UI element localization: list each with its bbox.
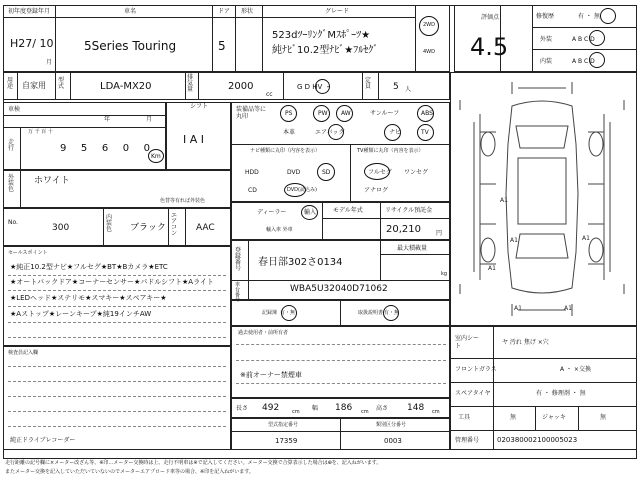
model-label: 型式 — [58, 77, 65, 90]
equip-abs-circle — [417, 105, 434, 122]
mileage-digit: 5 — [80, 143, 88, 154]
km-circle — [148, 149, 164, 163]
capacity-unit: 人 — [405, 86, 412, 93]
tv-label: TV種類に丸印（内容を表示） — [357, 148, 424, 154]
vin-value: WBA5U32040D71062 — [290, 284, 388, 294]
equip-aw: AW — [341, 110, 351, 117]
capacity-label: 定員 — [365, 77, 372, 90]
model-value: LDA-MX20 — [100, 81, 152, 92]
grade-line2: 純ﾅﾋﾞ10.2型ﾅﾋﾞ★ﾌﾙｾｸﾞ — [272, 45, 379, 56]
len-unit: cm — [292, 409, 300, 415]
history-label: 過去使用者・前所有者 — [238, 330, 289, 336]
mgmt-value: 020380002100005023 — [497, 436, 578, 444]
damage-code: A1 — [514, 305, 522, 312]
mileage-digit: 6 — [101, 143, 109, 154]
equip-tv: TV — [421, 129, 429, 136]
int-color-value: ブラック — [130, 223, 166, 233]
km-unit: Km — [151, 153, 161, 160]
ext-b-circle — [589, 30, 605, 46]
repair-none-circle — [600, 8, 616, 24]
equip-tv-circle — [417, 124, 434, 141]
navi-dvd: DVD — [287, 169, 301, 176]
vin-label: 車台番号 — [235, 282, 241, 303]
load-unit: kg — [441, 271, 448, 277]
dealer-label: ディーラー — [257, 209, 287, 216]
hgt-label: 高さ — [376, 405, 389, 412]
use-value: 自家用 — [22, 81, 46, 90]
color-label: 外装色 — [8, 174, 15, 193]
sales-line: ★純正10.2型ナビ★フルセグ★BT★Bカメラ★ETC — [10, 263, 168, 271]
int-label: 内装 — [540, 58, 553, 65]
ac-value: AAC — [196, 223, 215, 233]
equip-navi-circle — [384, 124, 401, 141]
header-row — [3, 5, 450, 72]
repair-label: 修復歴 — [536, 13, 555, 20]
fuel-diesel-circle — [315, 79, 330, 94]
sales-line: ★オートバックドア★コーナーセンサー★パドルシフト★Aライト — [10, 278, 214, 286]
class-label: 類別区分番号 — [376, 422, 407, 428]
score-value: 4.5 — [470, 33, 509, 61]
class-value: 0003 — [384, 437, 402, 445]
grade-label: グレード — [325, 8, 350, 15]
tools-label: 工具 — [458, 414, 471, 421]
import-label: 輸入 — [304, 209, 317, 216]
navi-sd-circle — [317, 163, 335, 181]
grade-line1: 523dﾂｰﾘﾝｸﾞMｽﾎﾟｰﾂ★ — [272, 30, 371, 41]
doors-label: ドア — [218, 8, 230, 15]
shift-value: I A I — [183, 133, 205, 146]
mileage-label: 走行 — [8, 139, 15, 152]
damage-code: A1 — [488, 265, 496, 272]
owner-note-box — [3, 346, 231, 450]
footer-line1: 走行距離の記号欄に×メーター改ざん等、※印…メーター交換時は上、走行不明車は※で記入してください。メーター交換で合算表示した場合は⊕を、記入ねがいます。 — [5, 460, 382, 466]
int-options: A B C D — [572, 58, 595, 65]
reg-month-unit: 月 — [46, 59, 53, 66]
tools-value: 無 — [510, 414, 517, 421]
jack-label: ジャッキ — [542, 414, 566, 421]
seat-options: ヤ 汚れ 焦げ ×穴 — [502, 339, 549, 346]
damage-code: A1 — [582, 235, 590, 242]
shift-label: シフト — [190, 103, 209, 110]
displacement-value: 2000 — [228, 81, 254, 92]
plate-value: 春日部302さ0134 — [258, 257, 343, 268]
car-diagram — [452, 74, 635, 324]
spare-options: 有 ・ 修理剤 ・ 無 — [536, 390, 586, 397]
ext-label: 外装 — [540, 36, 553, 43]
inspection-box — [3, 102, 166, 170]
color-value: ホワイト — [34, 176, 70, 186]
equip-navi: ナビ — [389, 129, 402, 136]
navi-hdd: HDD — [245, 169, 259, 176]
len-label: 長さ — [236, 405, 249, 412]
recycle-value: 20,210 — [386, 224, 421, 235]
record-book-yes-no: 有・無 — [280, 310, 296, 316]
int-color-label: 内装色 — [106, 214, 113, 233]
defects-box — [231, 326, 450, 398]
jack-value: 無 — [600, 414, 607, 421]
seat-label: 室内シート — [455, 335, 480, 351]
record-book-circle — [281, 305, 297, 321]
equip-abs: ABS — [421, 110, 433, 117]
sales-line: ★Aストップ★レーンキープ★純19インチAW — [10, 310, 152, 318]
wid-value: 186 — [335, 403, 353, 413]
damage-code: A1 — [564, 305, 572, 312]
equip-leather: 本革 — [283, 129, 296, 136]
shape-label: 形状 — [241, 8, 254, 15]
mileage-digit: 9 — [60, 143, 67, 154]
tv-oneseg: ワンセグ — [404, 169, 429, 176]
wid-label: 幅 — [312, 405, 319, 412]
no-value: 300 — [52, 223, 70, 233]
drive-2wd: 2WD — [423, 22, 435, 28]
ac-label: エアコン — [171, 212, 178, 237]
equip-aw-circle — [336, 105, 353, 122]
model-year-label: モデル年式 — [333, 207, 363, 214]
car-name: 5Series Touring — [84, 39, 177, 53]
load-label: 最大積載量 — [397, 245, 428, 252]
spare-label: スペアタイヤ — [455, 390, 491, 397]
equip-pw: PW — [318, 110, 328, 117]
inspection-year-unit: 年 — [104, 116, 111, 123]
color-note: 色替等有れば外装色 — [160, 198, 206, 204]
no-label: No. — [8, 219, 18, 226]
equipment-label: 装備品等に丸印 — [236, 106, 267, 121]
tv-fullseg: フルセグ — [368, 169, 392, 176]
ext-options: A B C D — [572, 36, 595, 43]
equip-ps-circle — [280, 105, 297, 122]
int-b-circle — [589, 52, 605, 68]
manual-yes-no: 有・無 — [384, 310, 400, 316]
record-book-label: 記録簿 — [262, 310, 278, 316]
owner-note-label: 検査員記入欄 — [8, 350, 39, 356]
use-label: 用途 — [7, 77, 14, 90]
score-label: 評価点 — [481, 14, 500, 21]
glass-options: A ・ ×交換 — [560, 366, 591, 373]
manual-circle — [383, 305, 399, 321]
plate-label: 登録番号 — [235, 247, 242, 272]
len-value: 492 — [262, 403, 280, 413]
sales-line: ★LEDヘッド★ステリモ★スマキー★スペアキー★ — [10, 294, 167, 302]
glass-label: フロントガラス — [455, 366, 497, 373]
mileage-digit: 0 — [143, 143, 150, 154]
yen-unit: 円 — [436, 230, 443, 237]
navi-dvd-read-circle — [284, 183, 306, 197]
drive-4wd: 4WD — [423, 49, 435, 55]
sales-points-label: セールスポイント — [8, 250, 48, 256]
damage-code: A1 — [500, 197, 508, 204]
reg-value: H27/ 10 — [10, 37, 54, 50]
displacement-label: 排気量 — [187, 74, 194, 93]
car-name-label: 車名 — [124, 8, 137, 15]
hgt-value: 148 — [407, 403, 425, 413]
hgt-unit: cm — [432, 409, 440, 415]
equip-ps: PS — [285, 110, 293, 117]
damage-code: A1 — [510, 237, 518, 244]
fuel-options: G D HV ・ — [297, 83, 332, 91]
mileage-digit: 0 — [122, 143, 130, 154]
recycle-label: リサイクル預託金 — [385, 207, 433, 214]
navi-sd: SD — [322, 169, 331, 176]
tv-fullseg-circle — [364, 163, 390, 180]
repair-options: 有 ・ 無 — [578, 13, 600, 20]
equip-airbag-circle — [328, 124, 344, 140]
inspection-label: 車検 — [8, 106, 21, 113]
owner-note-bottom: 純正ドライブレコーダー — [10, 437, 76, 444]
import-circle — [301, 205, 318, 220]
manual-label: 取扱説明書 — [358, 310, 384, 316]
capacity-value: 5 — [393, 82, 399, 92]
dealer-options: 輸入車 外車 — [266, 227, 293, 233]
cc-unit: cc — [266, 91, 273, 98]
doors-value: 5 — [218, 39, 226, 53]
equip-pw-circle — [313, 105, 330, 122]
mgmt-label: 管理番号 — [455, 437, 480, 444]
type-label: 型式指定番号 — [268, 422, 299, 428]
wid-unit: cm — [361, 409, 369, 415]
navi-cd: CD — [248, 187, 257, 194]
footer-line2: またメーター交換を記入していただいていないのでメーターエアプロード車等の場合、※印を記入ねがいます。 — [5, 469, 254, 475]
digits-label: 万 千 百 十 — [28, 129, 53, 135]
inspection-month-unit: 月 — [146, 116, 153, 123]
defects-note: ※前オーナー禁煙車 — [240, 371, 302, 379]
tv-analog: アナログ — [364, 187, 389, 194]
mileage-digits — [60, 143, 150, 154]
equip-sunroof: サンルーフ — [370, 110, 400, 117]
reg-label: 初年度登録年月 — [8, 8, 51, 15]
type-value: 17359 — [275, 437, 298, 445]
navi-label: ナビ種類に丸印（内容を表示） — [250, 148, 321, 154]
equip-airbag: エアバッグ — [315, 129, 345, 136]
navi-dvd-read: DVD(読込み) — [287, 187, 317, 193]
